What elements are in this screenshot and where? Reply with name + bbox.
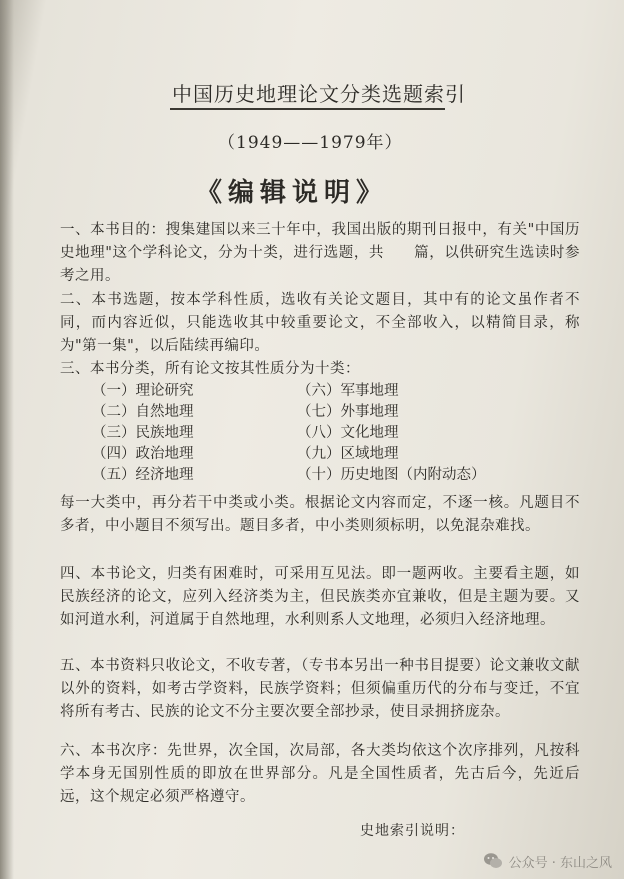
watermark-text: 公众号 · 东山之风 xyxy=(508,855,612,871)
category-item: （七）外事地理 xyxy=(297,404,399,420)
paragraph-materials: 五、本书资料只收论文，不收专著，（专书本另出一种书目提要）论文兼收文献以外的资料，如考古学资料，民族学资料；但须偏重历代的分布与变迁，不宜将所有考古、民族的论文不分主要次要全部抄录，使目录拥挤庞杂。 xyxy=(60,658,580,720)
category-item: （三）民族地理 xyxy=(92,425,194,441)
signature-line: 史地索引说明： xyxy=(360,823,465,839)
watermark xyxy=(483,851,612,871)
paragraph-classification: 三、本书分类，所有论文按其性质分为十类： xyxy=(60,361,360,377)
category-item: （八）文化地理 xyxy=(297,425,399,441)
wechat-icon xyxy=(483,851,503,871)
category-row xyxy=(92,381,552,402)
category-item: （六）军事地理 xyxy=(297,383,399,399)
category-item: （二）自然地理 xyxy=(92,404,194,420)
page-edge-shadow xyxy=(0,0,14,879)
year-range: （1949——1979年） xyxy=(218,133,403,153)
paragraph-subcategories: 每一大类中，再分若干中类或小类。根据论文内容而定，不逐一核。凡题目不多者，中小题目不须写出。题目多者，中小类则须标明，以免混杂难找。 xyxy=(60,495,580,534)
paragraph-selection: 二、本书选题，按本学科性质，选收有关论文题目，其中有的论文虽作者不同，而内容近似，只能选收其中较重要论文，不全部收入，以精简目录，称为"第一集"，以后陆续再编印。 xyxy=(60,292,580,354)
category-row xyxy=(92,423,552,444)
document-title: 中国历史地理论文分类选题索引 xyxy=(172,82,466,106)
paragraph-cross-reference: 四、本书论文，归类有困难时，可采用互见法。即一题两收。主要看主题，如民族经济的论文，应列入经济类为主，但民族类亦宜兼收，但是主题为要。又如河道水利，河道属于自然地理，水利则系人文地理，必须归入经济地理。 xyxy=(60,566,580,628)
category-item: （十）历史地图（内附动态） xyxy=(297,467,486,483)
category-list xyxy=(92,381,552,486)
category-row xyxy=(92,465,552,486)
paragraph-order: 六、本书次序：先世界，次全国，次局部，各大类均依这个次序排列，凡按科学本身无国别性质的即放在世界部分。凡是全国性质者，先古后今，先近后远，这个规定必须严格遵守。 xyxy=(60,743,580,805)
category-item: （四）政治地理 xyxy=(92,446,194,462)
category-item: （九）区域地理 xyxy=(297,446,399,462)
category-item: （五）经济地理 xyxy=(92,467,194,483)
category-row xyxy=(92,444,552,465)
section-heading: 《编辑说明》 xyxy=(196,178,389,208)
category-row xyxy=(92,402,552,423)
paragraph-purpose: 一、本书目的：搜集建国以来三十年中，我国出版的期刊日报中，有关"中国历史地理"这个学科论文，分为十类，进行选题，共 篇，以供研究生选读时参考之用。 xyxy=(60,222,580,284)
category-item: （一）理论研究 xyxy=(92,383,194,399)
title-underline xyxy=(170,108,445,110)
